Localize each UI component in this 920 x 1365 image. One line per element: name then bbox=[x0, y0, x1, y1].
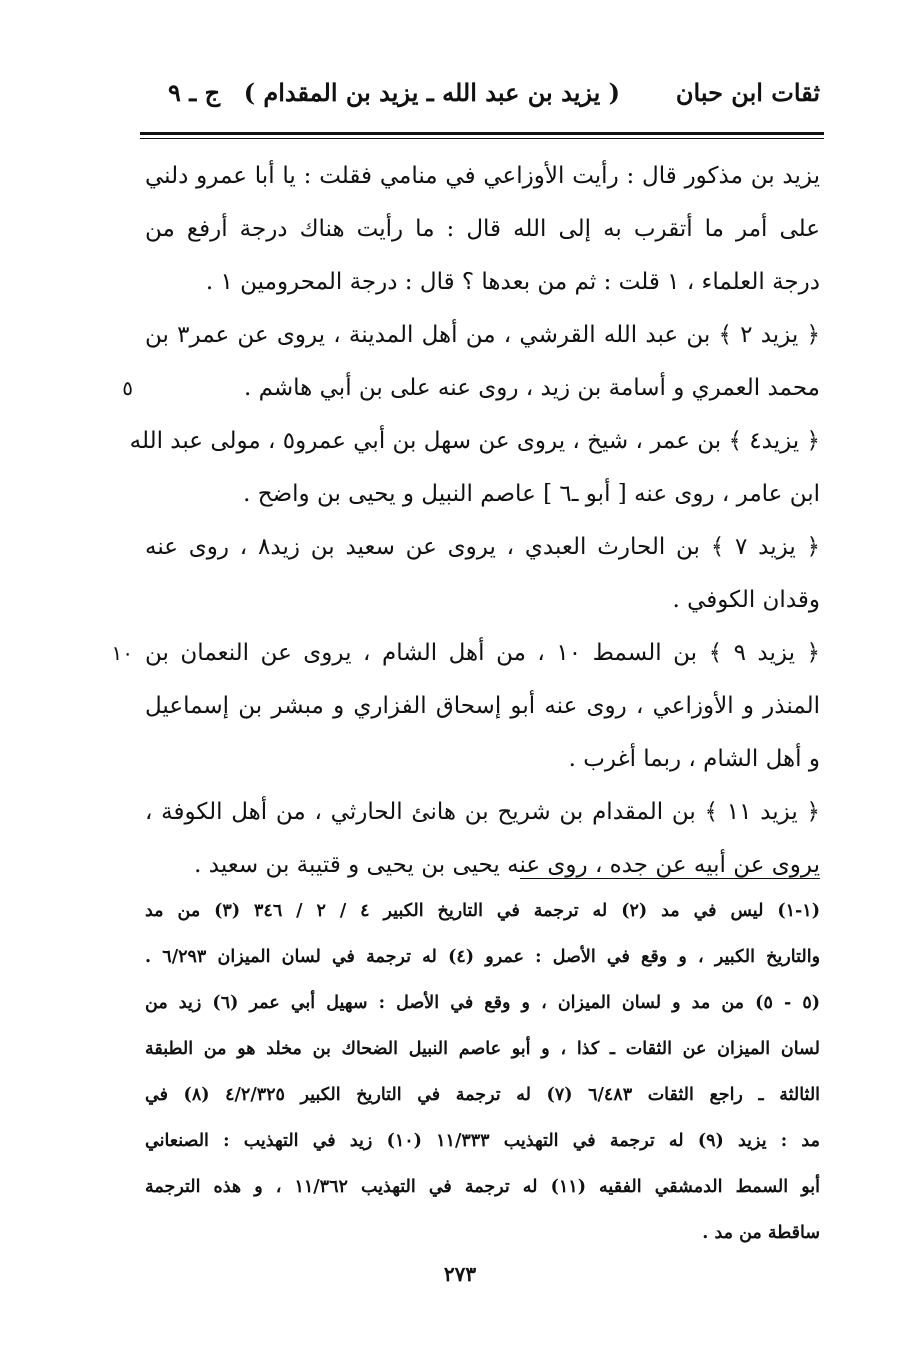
footnotes bbox=[145, 888, 820, 1256]
footnote-separator bbox=[520, 878, 820, 879]
text-line bbox=[145, 203, 820, 256]
footnote-line: (٥ - ٥) من مد و لسان الميزان ، و وقع في الأصل : سهيل أبي عمر (٦) زيد من bbox=[145, 993, 820, 1013]
running-header bbox=[120, 78, 820, 118]
text-line bbox=[145, 786, 820, 839]
text-line-content: يروى عن أبيه عن جده ، روى عنه يحيى بن يحيى و قتيبة بن سعيد . bbox=[194, 852, 820, 878]
volume-number: ج ـ ٩ bbox=[168, 78, 221, 107]
text-line bbox=[111, 627, 820, 680]
text-line-content: المنذر و الأوزاعي ، روى عنه أبو إسحاق الفزاري و مبشر بن إسماعيل bbox=[145, 693, 820, 719]
text-line bbox=[145, 468, 820, 521]
text-line-content: ﴿ يزيد ٢ ﴾ بن عبد الله القرشي ، من أهل المدينة ، يروى عن عمر٣ بن bbox=[145, 322, 820, 348]
footnote-line: ساقطة من مد . bbox=[702, 1223, 820, 1243]
text-line bbox=[145, 309, 820, 362]
margin-line-number: ٥ bbox=[122, 376, 133, 400]
text-line bbox=[145, 256, 820, 309]
margin-line-number: ١٠ bbox=[111, 641, 133, 665]
text-line-content: و أهل الشام ، ربما أغرب . bbox=[568, 746, 820, 772]
footnote-line: (١-١) ليس في مد (٢) له ترجمة في التاريخ الكبير ٤ / ٢ / ٣٤٦ (٣) من مد bbox=[145, 901, 820, 921]
text-line bbox=[145, 733, 820, 786]
text-line bbox=[145, 150, 820, 203]
text-line-content: يزيد بن مذكور قال : رأيت الأوزاعي في منامي فقلت : يا أبا عمرو دلني bbox=[145, 163, 820, 189]
text-line bbox=[145, 839, 820, 892]
footnote-line: لسان الميزان عن الثقات ـ كذا ، و أبو عاصم النبيل الضحاك بن مخلد هو من الطبقة bbox=[145, 1039, 820, 1059]
text-line bbox=[129, 415, 820, 468]
text-line-content: ﴿ يزيد ٩ ﴾ بن السمط ١٠ ، من أهل الشام ، يروى عن النعمان بن bbox=[145, 640, 820, 666]
text-line bbox=[145, 574, 820, 627]
text-line bbox=[145, 680, 820, 733]
text-line-content: ﴿ يزيد ٧ ﴾ بن الحارث العبدي ، يروى عن سعيد بن زيد٨ ، روى عنه bbox=[145, 534, 820, 560]
text-line bbox=[122, 362, 820, 415]
text-line-content: ﴿ يزيد ١١ ﴾ بن المقدام بن شريح بن هانئ الحارثي ، من أهل الكوفة ، bbox=[145, 799, 820, 825]
page-number: ٢٧٣ bbox=[443, 1262, 477, 1286]
text-line-content: ابن عامر ، روى عنه [ أبو ـ٦ ] عاصم النبيل و يحيى بن واضح . bbox=[243, 481, 820, 507]
footnote-line: أبو السمط الدمشقي الفقيه (١١) له ترجمة في التهذيب ١١/٣٦٢ ، و هذه الترجمة bbox=[145, 1177, 820, 1197]
text-line-content: وقدان الكوفي . bbox=[672, 587, 820, 613]
text-line-content: ﴿ يزيد٤ ﴾ بن عمر ، شيخ ، يروى عن سهل بن أبي عمرو٥ ، مولى عبد الله bbox=[129, 428, 820, 454]
footnote-line: الثالثة ـ راجع الثقات ٦/٤٨٣ (٧) له ترجمة في التاريخ الكبير ٤/٢/٣٢٥ (٨) في bbox=[145, 1085, 820, 1105]
footnote-line: مد : يزيد (٩) له ترجمة في التهذيب ١١/٣٣٣ (١٠) زيد في التهذيب : الصنعاني bbox=[145, 1131, 820, 1151]
book-title: ثقات ابن حبان bbox=[675, 78, 820, 107]
text-line bbox=[145, 521, 820, 574]
header-rule-thick bbox=[140, 132, 824, 135]
text-line-content: على أمر ما أتقرب به إلى الله قال : ما رأيت هناك درجة أرفع من bbox=[145, 216, 820, 242]
footnote-line: والتاريخ الكبير ، و وقع في الأصل : عمرو (٤) له ترجمة في لسان الميزان ٦/٢٩٣ . bbox=[145, 947, 820, 967]
text-line-content: درجة العلماء ، ١ قلت : ثم من بعدها ؟ قال : درجة المحرومين ١ . bbox=[205, 269, 820, 295]
header-rule-thin bbox=[140, 138, 824, 139]
page-subject: ( يزيد بن عبد الله ـ يزيد بن المقدام ) bbox=[243, 78, 620, 107]
text-line-content: محمد العمري و أسامة بن زيد ، روى عنه على بن أبي هاشم . bbox=[243, 375, 820, 401]
main-text bbox=[111, 150, 820, 892]
